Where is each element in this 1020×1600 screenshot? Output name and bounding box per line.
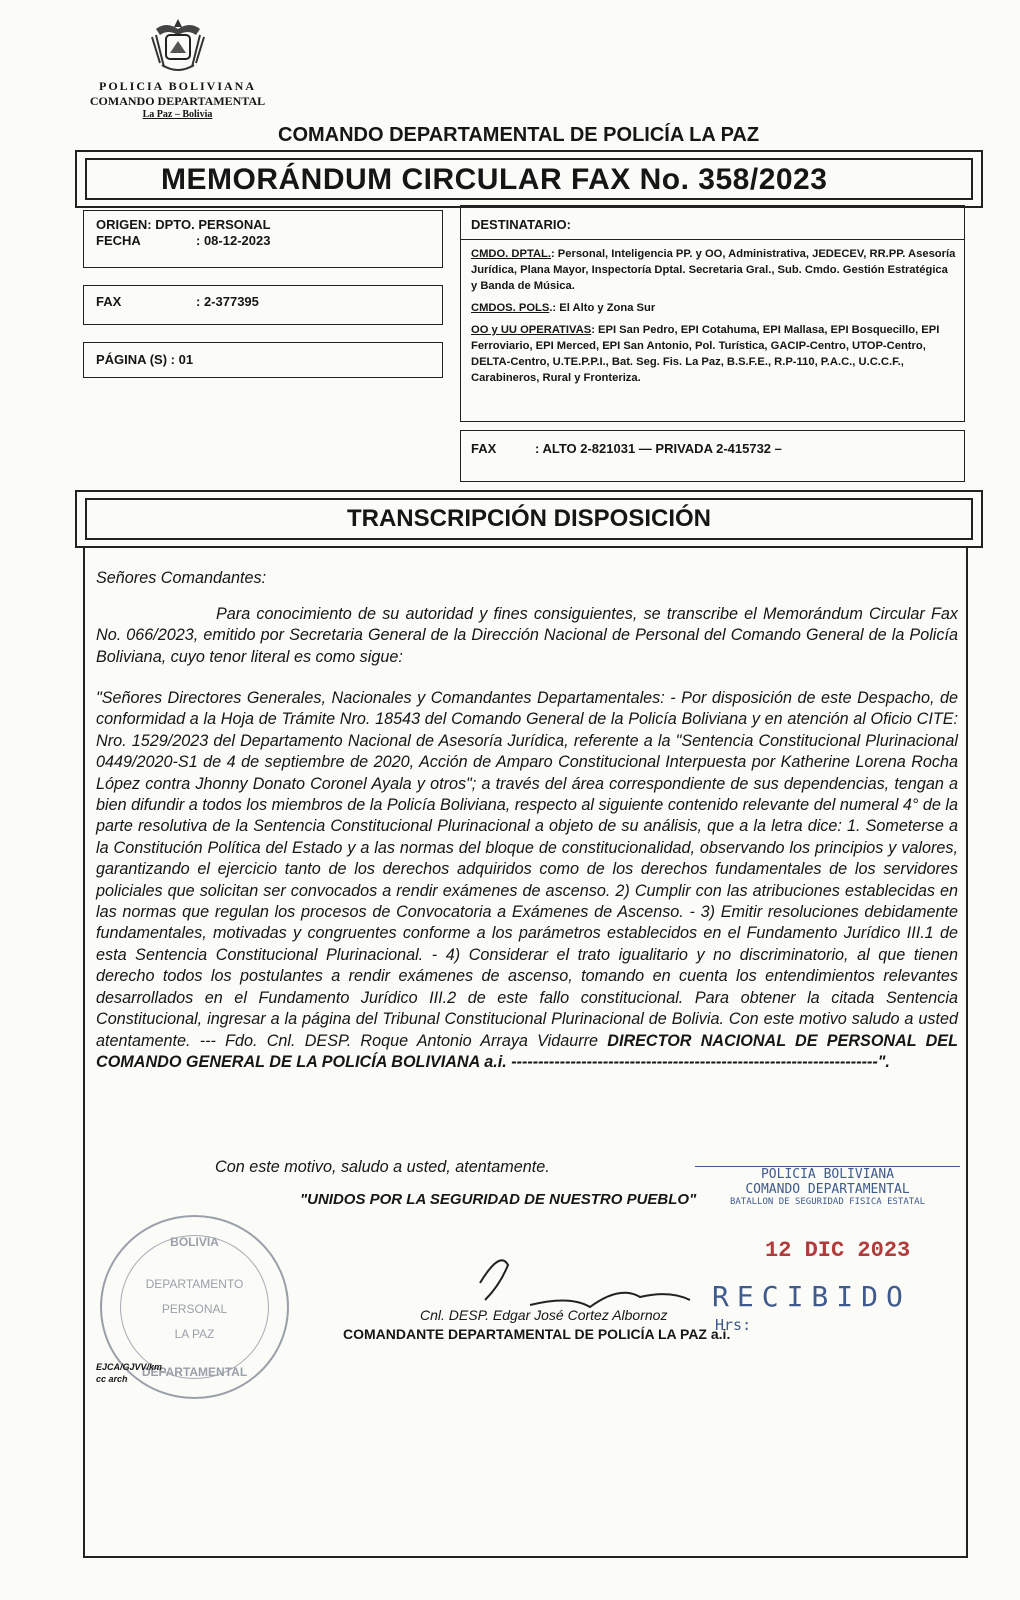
destinatario-list [460, 240, 965, 422]
salutation: Señores Comandantes: [96, 569, 267, 587]
motto: "UNIDOS POR LA SEGURIDAD DE NUESTRO PUEBLO" [300, 1191, 697, 1208]
logo-line-1: POLICIA BOLIVIANA [98, 79, 257, 93]
dest-group-operativas [471, 322, 956, 386]
received-stamp-header [695, 1166, 960, 1217]
closing: Con este motivo, saludo a usted, atentamente. [215, 1158, 550, 1176]
bolivia-coat-of-arms-icon [146, 15, 210, 77]
fax-box [83, 285, 443, 325]
fax-label: FAX [96, 294, 122, 309]
dest-group-cmdo-dptal [471, 246, 956, 294]
seal-text-3: PERSONAL [161, 1302, 228, 1316]
origen-value: DPTO. PERSONAL [155, 217, 271, 232]
pagina-value: 01 [178, 352, 194, 367]
section-title-box [75, 490, 983, 548]
pagina-box [83, 342, 443, 378]
stamp-line-3: BATALLON DE SEGURIDAD FISICA ESTATAL [729, 1197, 926, 1207]
stamp-line-2: COMANDO DEPARTAMENTAL [745, 1182, 910, 1197]
dest-fax-label: FAX [471, 441, 497, 456]
memo-title: MEMORÁNDUM CIRCULAR FAX No. 358/2023 [85, 158, 973, 200]
signatory-name: Cnl. DESP. Edgar José Cortez Albornoz [420, 1307, 668, 1323]
seal-text-4: LA PAZ [174, 1327, 215, 1341]
fecha-label: FECHA [96, 233, 141, 248]
fax-value: : 2-377395 [196, 294, 259, 309]
intro-paragraph: Para conocimiento de su autoridad y fines consiguientes, se transcribe el Memorándum Circular Fax No. 066/2023, emitido por Secretaria General de la Dirección Nacional de Personal del Comando General de la Policía Boliviana, cuyo tenor literal es como sigue: [96, 605, 958, 666]
dest-group-text: : EPI San Pedro, EPI Cotahuma, EPI Mallasa, EPI Bosquecillo, EPI Ferroviario, EPI Merced, EPI San Antonio, Pol. Turística, GACIP-Centro, UTOP-Centro, DELTA-Centro, U.TE.P.P.I., Bat. Seg. Fis. La Paz, B.S.F.E., R.P-110, P.A.C., U.C.C.F., Carabineros, Rural y Fronteriza. [471, 324, 940, 384]
dest-group-head: CMDOS. POLS [471, 302, 550, 314]
command-heading: COMANDO DEPARTAMENTAL DE POLICÍA LA PAZ [278, 124, 760, 146]
transcription-text: "Señores Directores Generales, Nacionales y Comandantes Departamentales: - Por disposición de este Despacho, de conformidad a la Hoja de Trámite Nro. 18543 del Comando General de la Policía Boliviana y en atención al Oficio CITE: Nro. 1529/2023 del Departamento Nacional de Asesoría Jurídica, referente a la "Sentencia Constitucional Plurinacional 0449/2020-S1 de 4 de septiembre de 2020, Acción de Amparo Constitucional Interpuesta por Katherine Lorena Rocha López contra Jhonny Donato Coronel Ayala y otros"; a través del área correspondiente de sus dependencias, tengan a bien difundir a todos los miembros de la Policía Boliviana, respecto al siguiente contenido relevante del numeral 4° de la parte resolutiva de la Sentencia Constitucional Plurinacional a objeto de su análisis, que a la letra dice: 1. Someterse a la Constitución Política del Estado y a las normas del bloque de constitucionalidad, observando los principios y valores, garantizando el ejercicio tanto de los derechos adquiridos como de los derechos fundamentales de los servidores policiales que solicitan ser convocados a rendir exámenes de ascenso. 2) Cumplir con las atribuciones establecidas en las normas que regulan los procesos de Convocatoria a Exámenes de Ascenso. - 3) Emitir resoluciones debidamente fundamentales, motivadas y congruentes conforme a los parámetros establecidos en el Fundamento Jurídico III.1 de esta Sentencia Constitucional Plurinacional. - 4) Considerar el trato igualitario y no discriminatorio, al que tienen derecho todos los postulantes a rendir exámenes de ascenso, tomando en cuenta los entendimientos relevantes desarrollados en el Fundamento Jurídico III.2 de este fallo constitucional. Para obtener la citada Sentencia Constitucional, ingresar a la página del Tribunal Constitucional Plurinacional de Bolivia. Con este motivo saludo a usted atentamente. --- Fdo. Cnl. DESP. Roque Antonio Arraya Vidaurre [96, 689, 958, 1050]
logo-line-2: COMANDO DEPARTAMENTAL [89, 94, 266, 108]
seal-text-5: DEPARTAMENTAL [141, 1365, 248, 1379]
pagina-label: PÁGINA (S) : [96, 352, 175, 367]
dest-group-cmdos-pols [471, 300, 956, 316]
logo-line-3: La Paz – Bolivia [142, 109, 213, 120]
origen-label: ORIGEN: [96, 217, 152, 232]
dest-group-head: CMDO. DPTAL. [471, 248, 551, 260]
police-logo [70, 15, 285, 133]
signature-scribble-icon [470, 1245, 710, 1315]
initials: EJCA/GJVV/km [96, 1362, 163, 1372]
stamp-line-1: POLICIA BOLIVIANA [760, 1167, 895, 1182]
signatory-title: COMANDANTE DEPARTAMENTAL DE POLICÍA LA PAZ a.i. [343, 1326, 731, 1342]
seal-text-1: BOLIVIA [170, 1235, 219, 1249]
dest-group-text: : Personal, Inteligencia PP. y OO, Administrativa, JEDECEV, RR.PP. Asesoría Jurídica, Plana Mayor, Inspectoría Dptal. Secretaria Gral., Sub. Cmdo. Gestión Estratégica y Banda de Música. [471, 248, 956, 292]
transcription-signatory: DIRECTOR NACIONAL DE PERSONAL DEL COMANDO GENERAL DE LA POLICÍA BOLIVIANA a.i. --------------------------------------------------------------------". [96, 1031, 958, 1071]
origen-box [83, 210, 443, 268]
recibido-label: RECIBIDO [712, 1280, 911, 1313]
section-title: TRANSCRIPCIÓN DISPOSICIÓN [85, 498, 973, 540]
dest-group-text: .: El Alto y Zona Sur [549, 302, 656, 314]
received-date: 12 DIC 2023 [765, 1238, 911, 1263]
fecha-value: : 08-12-2023 [196, 233, 271, 248]
memo-title-box [75, 150, 983, 208]
destinatario-label: DESTINATARIO: [471, 217, 571, 232]
transcription-paragraph [96, 688, 958, 1073]
hrs-label: Hrs: [715, 1316, 752, 1334]
dest-group-head: OO y UU OPERATIVAS [471, 324, 592, 336]
destinatario-box [460, 205, 965, 240]
dest-fax-box [460, 430, 965, 482]
dest-fax-value: : ALTO 2-821031 — PRIVADA 2-415732 – [535, 441, 782, 456]
seal-text-2: DEPARTAMENTO [145, 1277, 244, 1291]
cc-arch: cc arch [96, 1374, 128, 1384]
